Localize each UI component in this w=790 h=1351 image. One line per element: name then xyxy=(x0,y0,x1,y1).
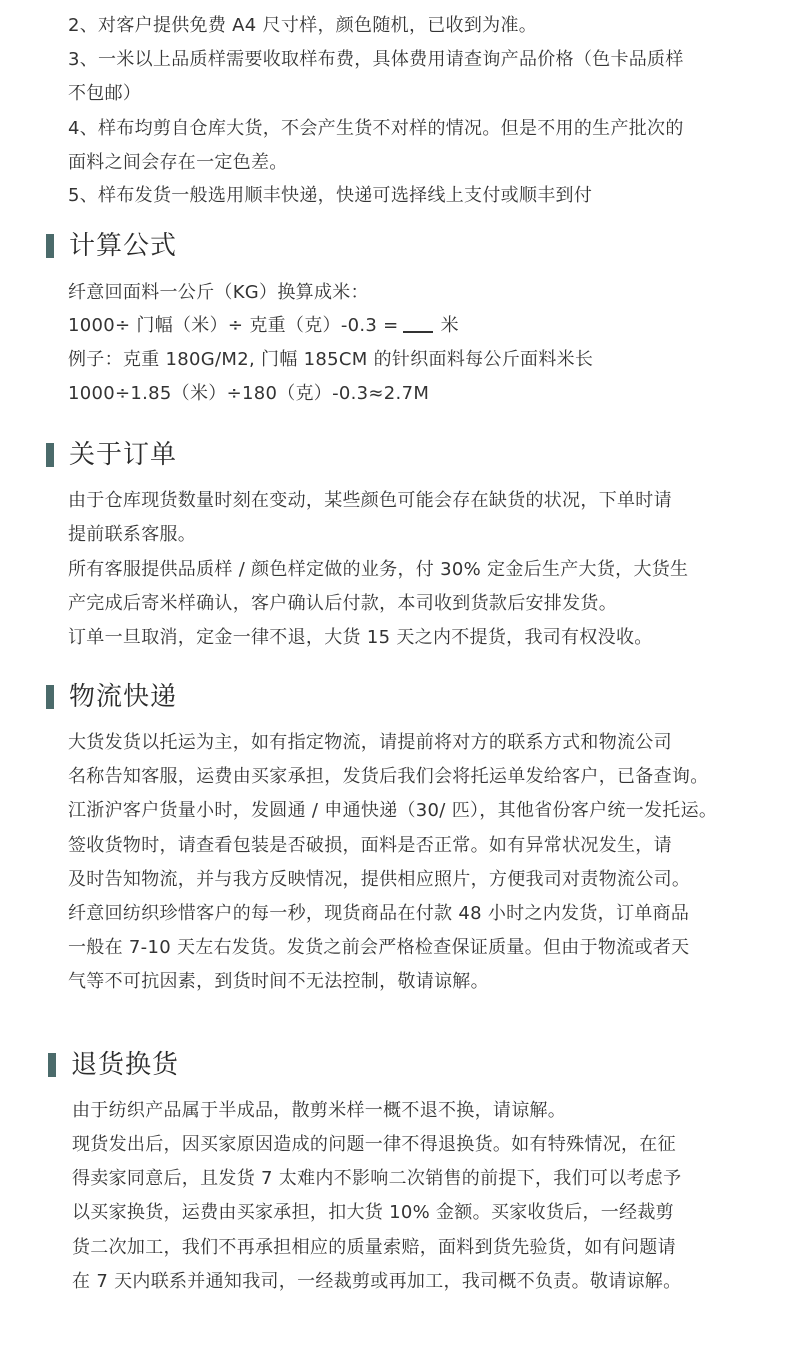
orders-line: 由于仓库现货数量时刻在变动，某些颜色可能会存在缺货的状况，下单时请 xyxy=(68,490,672,511)
sample-note-line: 3、一米以上品质样需要收取样布费，具体费用请查询产品价格（色卡品质样 xyxy=(68,49,684,70)
logistics-line: 大货发货以托运为主，如有指定物流，请提前将对方的联系方式和物流公司 xyxy=(68,732,672,753)
sample-note-line: 面料之间会存在一定色差。 xyxy=(68,152,288,173)
returns-line: 以买家换货，运费由买家承担，扣大货 10% 金额。买家收货后，一经裁剪 xyxy=(72,1202,674,1223)
logistics-heading xyxy=(46,681,177,713)
formula-blank xyxy=(403,331,433,333)
heading-accent-bar xyxy=(46,234,54,258)
returns-line: 得卖家同意后，且发货 7 太难内不影响二次销售的前提下，我们可以考虑予 xyxy=(72,1168,682,1189)
logistics-line: 及时告知物流，并与我方反映情况，提供相应照片，方便我司对责物流公司。 xyxy=(68,869,691,890)
sample-note-line: 不包邮） xyxy=(68,83,142,104)
logistics-line: 名称告知客服，运费由买家承担，发货后我们会将托运单发给客户，已备查询。 xyxy=(68,766,709,787)
heading-accent-bar xyxy=(48,1053,56,1077)
orders-title: 关于订单 xyxy=(69,440,178,470)
returns-heading xyxy=(48,1049,179,1081)
heading-accent-bar xyxy=(46,685,54,709)
logistics-line: 一般在 7-10 天左右发货。发货之前会严格检查保证质量。但由于物流或者天 xyxy=(68,937,690,958)
orders-line: 提前联系客服。 xyxy=(68,524,197,545)
formula-expression: 1000÷ 门幅（米）÷ 克重（克）-0.3 = xyxy=(68,315,399,336)
sample-note-line: 2、对客户提供免费 A4 尺寸样，颜色随机，已收到为准。 xyxy=(68,15,538,36)
formula-unit: 米 xyxy=(440,315,459,336)
orders-line: 订单一旦取消，定金一律不退，大货 15 天之内不提货，我司有权没收。 xyxy=(68,627,653,648)
formula-line: 例子：克重 180G/M2, 门幅 185CM 的针织面料每公斤面料米长 xyxy=(68,349,594,370)
logistics-line: 纤意回纺织珍惜客户的每一秒，现货商品在付款 48 小时之内发货，订单商品 xyxy=(68,903,690,924)
logistics-title: 物流快递 xyxy=(69,682,178,712)
formula-line xyxy=(68,314,459,338)
logistics-line: 签收货物时，请查看包装是否破损，面料是否正常。如有异常状况发生，请 xyxy=(68,835,672,856)
returns-line: 货二次加工，我们不再承担相应的质量索赔，面料到货先验货，如有问题请 xyxy=(72,1237,676,1258)
formula-line: 纤意回面料一公斤（KG）换算成米： xyxy=(68,282,369,303)
orders-line: 产完成后寄米样确认，客户确认后付款，本司收到货款后安排发货。 xyxy=(68,593,617,614)
logistics-line: 江浙沪客户货量小时，发圆通 / 申通快递（30/ 匹），其他省份客户统一发托运。 xyxy=(68,800,718,821)
returns-line: 现货发出后，因买家原因造成的问题一律不得退换货。如有特殊情况，在征 xyxy=(72,1134,676,1155)
returns-title: 退货换货 xyxy=(71,1050,180,1080)
sample-note-line: 5、样布发货一般选用顺丰快递，快递可选择线上支付或顺丰到付 xyxy=(68,185,593,206)
heading-accent-bar xyxy=(46,443,54,467)
formula-line: 1000÷1.85（米）÷180（克）-0.3≈2.7M xyxy=(68,383,430,404)
returns-line: 在 7 天内联系并通知我司，一经裁剪或再加工，我司概不负责。敬请谅解。 xyxy=(72,1271,682,1292)
formula-heading xyxy=(46,230,177,262)
orders-heading xyxy=(46,439,177,471)
logistics-line: 气等不可抗因素，到货时间不无法控制，敬请谅解。 xyxy=(68,971,489,992)
returns-line: 由于纺织产品属于半成品，散剪米样一概不退不换，请谅解。 xyxy=(72,1100,567,1121)
formula-title: 计算公式 xyxy=(69,231,178,261)
orders-line: 所有客服提供品质样 / 颜色样定做的业务，付 30% 定金后生产大货，大货生 xyxy=(68,559,689,580)
sample-note-line: 4、样布均剪自仓库大货，不会产生货不对样的情况。但是不用的生产批次的 xyxy=(68,118,684,139)
